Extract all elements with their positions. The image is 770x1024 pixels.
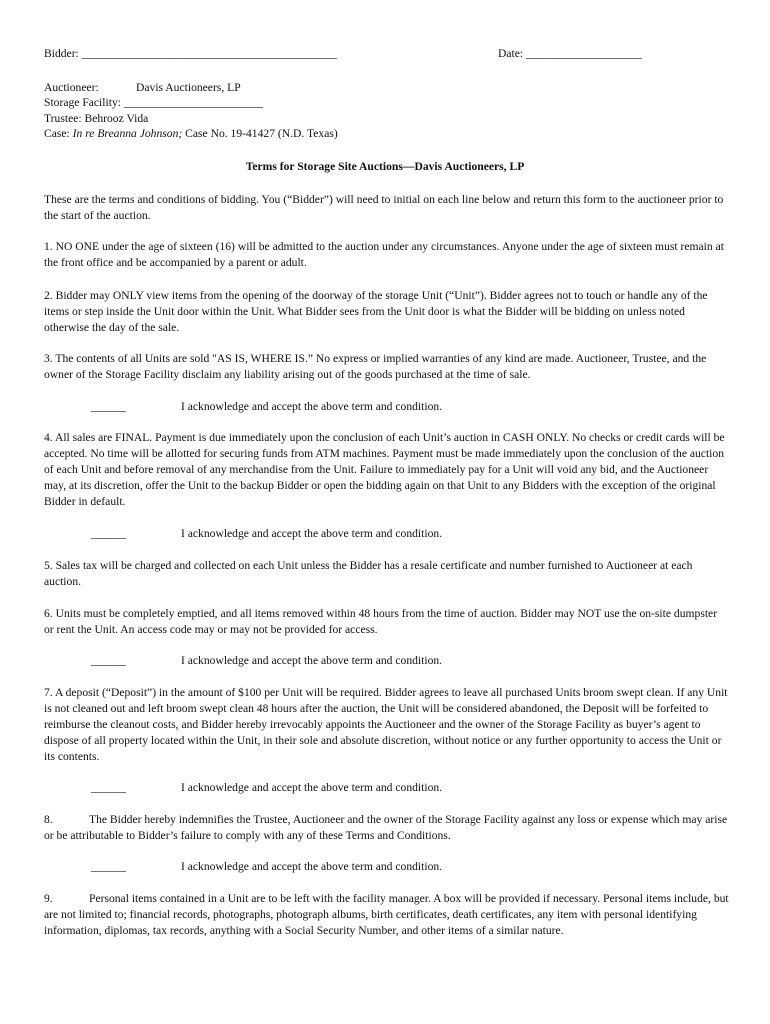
trustee-line: Trustee: Behrooz Vida — [44, 112, 149, 125]
term-8-number: 8. — [44, 813, 53, 826]
date-line[interactable]: Date: ____________________ — [498, 47, 642, 60]
bidder-line[interactable]: Bidder: ____________________________________________ — [44, 47, 337, 60]
document-title: Terms for Storage Site Auctions—Davis Auctioneers, LP — [245, 160, 525, 173]
acknowledgement-text: I acknowledge and accept the above term and condition. — [181, 527, 443, 540]
term-4: 4. All sales are FINAL. Payment is due immediately upon the conclusion of each Unit’s auction in CASH ONLY. No checks or credit cards will be accepted. No time will be allotted for securing funds from ATM machines. Payment must be made immediately upon the conclusion of the auction of each Unit and before removal of any merchandise from the Unit. Failure to immediately pay for a Unit will void any bid, and the Auctioneer may, at its discretion, offer the Unit to the backup Bidder or open the bidding again on that Unit to any Bidders with the exception of the original Bidder in default. — [44, 431, 725, 508]
initial-blank[interactable]: ______ — [91, 781, 126, 794]
case-line — [44, 127, 338, 141]
term-9-text: Personal items contained in a Unit are to be left with the facility manager. A box will be provided if necessary. Personal items include, but are not limited to; financial records, photographs, photograph albums, birth certificates, death certificates, any item with personal identifying information, diplomas, tax records, anything with a Social Security Number, and other items of a similar nature. — [44, 892, 729, 937]
acknowledgement-text: I acknowledge and accept the above term and condition. — [181, 781, 443, 794]
term-9-number: 9. — [44, 892, 53, 905]
storage-facility-line[interactable]: Storage Facility: ________________________ — [44, 96, 263, 109]
term-8 — [44, 812, 729, 844]
acknowledgement-text: I acknowledge and accept the above term and condition. — [181, 400, 443, 413]
term-1: 1. NO ONE under the age of sixteen (16) will be admitted to the auction under any circumstances. Anyone under the age of sixteen must remain at the front office and be accompanied by a parent or adult. — [44, 240, 724, 269]
initial-blank[interactable]: ______ — [91, 527, 126, 540]
term-2: 2. Bidder may ONLY view items from the opening of the doorway of the storage Unit (“Unit”). Bidder agrees not to touch or handle any of the items or step inside the Unit door within the Unit. What Bidder sees from the Unit door is what the Bidder will be bidding on unless noted otherwise the day of the sale. — [44, 289, 708, 334]
term-9 — [44, 891, 729, 939]
term-7: 7. A deposit (“Deposit”) in the amount of $100 per Unit will be required. Bidder agrees to leave all purchased Units broom swept clean. If any Unit is not cleaned out and left broom swept clean 48 hours after the auction, the Unit will be considered abandoned, the Deposit will be forfeited to reimburse the cleanout costs, and Bidder hereby irrevocably appoints the Auctioneer and the owner of the Storage Facility as buyer’s agent to dispose of all property located within the Unit, in their sole and absolute discretion, without notice or any further opportunity to access the Unit or its contents. — [44, 686, 728, 763]
term-3: 3. The contents of all Units are sold "AS IS, WHERE IS.” No express or implied warranties of any kind are made. Auctioneer, Trustee, and the owner of the Storage Facility disclaim any liability arising out of the goods purchased at the time of sale. — [44, 352, 707, 381]
term-5: 5. Sales tax will be charged and collected on each Unit unless the Bidder has a resale certificate and number furnished to Auctioneer at each auction. — [44, 559, 693, 588]
initial-blank[interactable]: ______ — [91, 860, 126, 873]
term-8-text: The Bidder hereby indemnifies the Trustee, Auctioneer and the owner of the Storage Facility against any loss or expense which may arise or be attributable to Bidder’s failure to comply with any of these Terms and Conditions. — [44, 813, 728, 842]
acknowledgement-text: I acknowledge and accept the above term and condition. — [181, 654, 443, 667]
term-6: 6. Units must be completely emptied, and all items removed within 48 hours from the time of auction. Bidder may NOT use the on-site dumpster or rent the Unit. An access code may or may not be provided for access. — [44, 607, 718, 636]
case-suffix: Case No. 19-41427 (N.D. Texas) — [182, 127, 338, 140]
acknowledgement-text: I acknowledge and accept the above term and condition. — [181, 860, 443, 873]
auctioneer-value: Davis Auctioneers, LP — [136, 81, 241, 94]
auctioneer-line — [44, 81, 241, 95]
case-italic: In re Breanna Johnson; — [72, 127, 183, 140]
case-prefix: Case: — [44, 127, 73, 140]
initial-blank[interactable]: ______ — [91, 400, 126, 413]
auctioneer-label: Auctioneer: — [44, 81, 99, 94]
intro-paragraph: These are the terms and conditions of bidding. You (“Bidder”) will need to initial on each line below and return this form to the auctioneer prior to the start of the auction. — [44, 193, 724, 222]
initial-blank[interactable]: ______ — [91, 654, 126, 667]
